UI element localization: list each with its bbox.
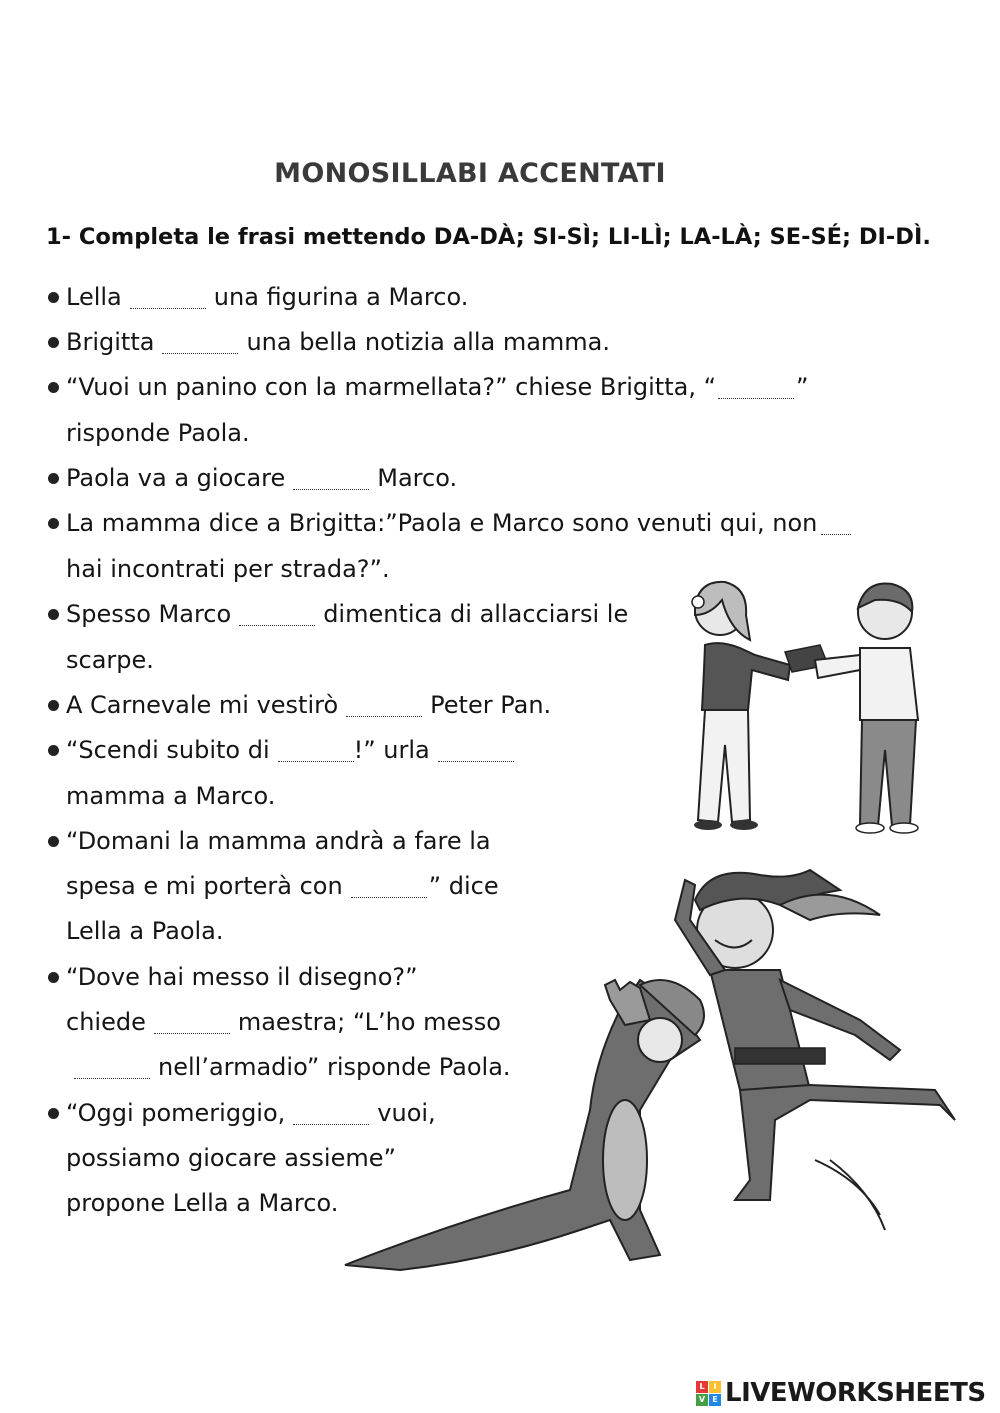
list-item bbox=[66, 599, 628, 629]
bullet bbox=[48, 972, 59, 983]
brand-footer bbox=[696, 1378, 986, 1408]
answer-blank[interactable] bbox=[74, 1060, 150, 1079]
list-item bbox=[66, 282, 468, 312]
brand-name: LIVEWORKSHEETS bbox=[725, 1378, 986, 1408]
sentence-text: chiede bbox=[66, 1008, 146, 1036]
logo-letter: E bbox=[709, 1394, 721, 1406]
sentence-text: Brigitta bbox=[66, 328, 155, 356]
answer-blank[interactable] bbox=[278, 743, 354, 762]
bullet bbox=[48, 745, 59, 756]
sentence-continuation: Lella a Paola. bbox=[66, 917, 224, 945]
sentence-text: Paola va a giocare bbox=[66, 464, 286, 492]
sentence-text: “Oggi pomeriggio, bbox=[66, 1099, 286, 1127]
answer-blank[interactable] bbox=[293, 471, 369, 490]
sentence-continuation: risponde Paola. bbox=[66, 419, 250, 447]
sentence-text: Lella bbox=[66, 283, 122, 311]
sentence-text: maestra; “L’ho messo bbox=[237, 1008, 501, 1036]
sentence-text: A Carnevale mi vestirò bbox=[66, 691, 339, 719]
answer-blank[interactable] bbox=[162, 335, 238, 354]
bullet bbox=[48, 292, 59, 303]
sentence-continuation: possiamo giocare assieme” bbox=[66, 1144, 396, 1172]
liveworksheets-logo-icon bbox=[696, 1381, 721, 1406]
answer-blank[interactable] bbox=[239, 607, 315, 626]
sentence-text: dimentica di allacciarsi le bbox=[323, 600, 629, 628]
sentence-text: Peter Pan. bbox=[430, 691, 552, 719]
bullet bbox=[48, 337, 59, 348]
answer-blank[interactable] bbox=[346, 698, 422, 717]
list-item bbox=[66, 372, 808, 402]
sentence-text: La mamma dice a Brigitta:”Paola e Marco sono venuti qui, non bbox=[66, 509, 818, 537]
sentence-text: “Scendi subito di bbox=[66, 736, 270, 764]
logo-letter: I bbox=[709, 1381, 721, 1393]
peter-pan-crocodile-illustration bbox=[340, 860, 970, 1280]
list-item bbox=[66, 508, 855, 538]
answer-blank[interactable] bbox=[130, 290, 206, 309]
sentence-text: ” bbox=[796, 373, 809, 401]
sentence-text: nell’armadio” risponde Paola. bbox=[158, 1053, 511, 1081]
sentence-text: una bella notizia alla mamma. bbox=[246, 328, 610, 356]
bullet bbox=[48, 1108, 59, 1119]
bullet bbox=[48, 700, 59, 711]
sentence-text: ” dice bbox=[428, 872, 499, 900]
list-item: “Dove hai messo il disegno?” bbox=[66, 963, 418, 991]
sentence-continuation: mamma a Marco. bbox=[66, 782, 276, 810]
sentence-continuation: propone Lella a Marco. bbox=[66, 1189, 339, 1217]
bullet bbox=[48, 836, 59, 847]
list-item bbox=[66, 690, 551, 720]
bullet bbox=[48, 609, 59, 620]
sentence-text: spesa e mi porterà con bbox=[66, 872, 343, 900]
logo-letter: L bbox=[696, 1381, 708, 1393]
answer-blank[interactable] bbox=[821, 516, 851, 535]
children-illustration bbox=[660, 570, 960, 845]
answer-blank[interactable] bbox=[438, 743, 514, 762]
logo-letter: V bbox=[696, 1394, 708, 1406]
sentence-continuation: hai incontrati per strada?”. bbox=[66, 555, 390, 583]
sentence-text: “Vuoi un panino con la marmellata?” chiese Brigitta, “ bbox=[66, 373, 717, 401]
sentence-text: vuoi, bbox=[377, 1099, 436, 1127]
list-item: “Domani la mamma andrà a fare la bbox=[66, 827, 491, 855]
sentence-text: una figurina a Marco. bbox=[213, 283, 469, 311]
bullet bbox=[48, 382, 59, 393]
page-title: MONOSILLABI ACCENTATI bbox=[274, 158, 666, 189]
instruction-text: 1- Completa le frasi mettendo DA-DÀ; SI-SÌ; LI-LÌ; LA-LÀ; SE-SÉ; DI-DÌ. bbox=[46, 224, 931, 250]
bullet bbox=[48, 518, 59, 529]
list-item bbox=[66, 463, 457, 493]
sentence-text: !” urla bbox=[353, 736, 430, 764]
list-item bbox=[66, 327, 610, 357]
answer-blank[interactable] bbox=[154, 1015, 230, 1034]
bullet bbox=[48, 473, 59, 484]
sentence-text: Marco. bbox=[377, 464, 458, 492]
sentence-text: Spesso Marco bbox=[66, 600, 232, 628]
list-item bbox=[66, 735, 522, 765]
answer-blank[interactable] bbox=[718, 380, 794, 399]
sentence-continuation: scarpe. bbox=[66, 646, 154, 674]
